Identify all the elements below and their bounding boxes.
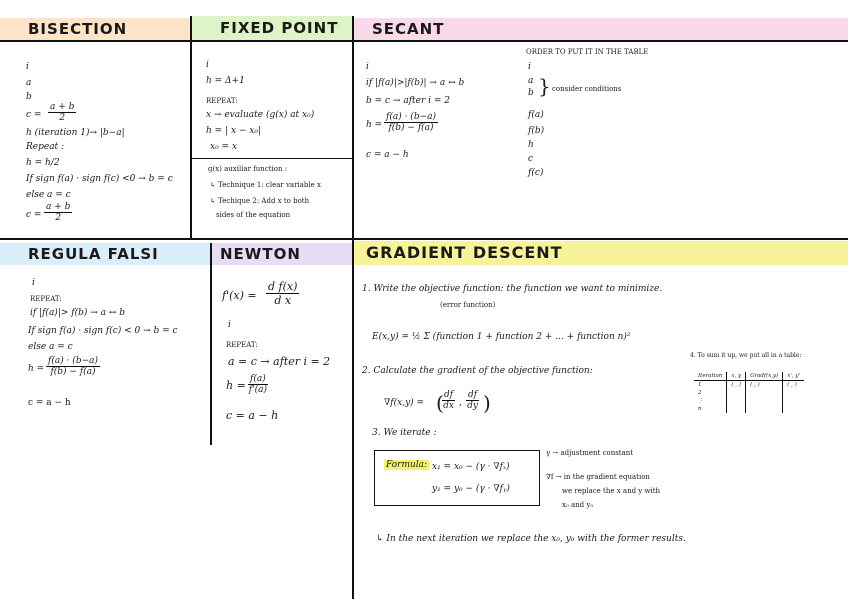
bisection-line: c = [26,210,42,220]
table-cell [746,389,783,397]
gd-formula-label [384,460,429,471]
bisection-line: i [26,62,29,72]
newton-line: a = c → after i = 2 [228,355,331,368]
newton-line: i [228,320,231,330]
regula-falsi-line: c = a − h [28,398,71,408]
bisection-line: h = h/2 [26,158,60,168]
table-cell [783,389,804,397]
table-row [694,397,804,405]
fixed-point-line: sides of the equation [216,211,291,219]
divider-fixed-secant [352,16,354,599]
secant-order-item: c [528,154,534,164]
secant-order-brace: } [538,74,551,98]
newton-deriv-lhs: f'(x) = [222,289,257,302]
fixed-point-line: ↳ Technique 1: clear variable x [210,181,321,189]
regula-falsi-line: else a = c [28,342,73,352]
secant-line: i [366,62,369,72]
regula-falsi-h-fraction: $\frac{f(a) \cdot (b-a)}{f(b) - f(a)}$ [48,356,98,377]
gd-gradient-lhs: ∇f(x,y) = [384,398,425,408]
gd-step1-note: (error function) [440,301,496,309]
fixed-point-line: i [206,60,209,70]
newton-h-fraction: $\frac{f(a)}{f'(a)}$ [248,374,267,395]
table-cell: ( , ) [746,381,783,390]
bisection-line: h (iteration 1)→ |b−a| [26,128,125,138]
secant-line: c = a − h [366,150,409,160]
table-cell [746,405,783,413]
fixed-point-line: x₀ = x [210,142,238,152]
secant-order-title: ORDER TO PUT IT IN THE TABLE [526,48,649,56]
table-cell [783,405,804,413]
table-cell: 1 [694,381,727,390]
gd-summary-table [694,372,804,413]
gd-grad-note: we replace the x and y with [562,487,661,495]
secant-order-brace-note: consider conditions [552,85,622,93]
table-cell: ( , ) [727,381,746,390]
bisection-line: If sign f(a) · sign f(c) <0 → b = c [26,174,173,184]
gd-step3: 3. We iterate : [372,428,437,438]
gd-formula-box [374,450,540,506]
gd-gradient-paren-close: ) [483,391,491,415]
secant-order-i: i [528,62,531,72]
secant-line: h = [366,120,383,130]
gd-gradient-df-dy: $\frac{df}{dy}$ [467,390,478,411]
table-header-cell: Iteration [694,372,727,381]
table-cell: ( , ) [787,382,797,388]
gd-step1: 1. Write the objective function: the function we want to minimize. [362,284,663,294]
table-header-cell: Gradf(x,y) [746,372,783,381]
table-cell [727,405,746,413]
gradient-descent-header: GRADIENT DESCENT [354,241,848,265]
gd-error-function: E(x,y) = ½ Σ (function 1 + function 2 + ... + function n)² [372,332,631,342]
regula-falsi-line: if |f(a)|> f(b) → a ↔ b [30,308,126,318]
table-cell [783,397,804,405]
newton-line: REPEAT: [226,341,258,349]
fixed-point-line: REPEAT: [206,97,238,105]
secant-order-item: f(b) [528,126,545,136]
table-row [694,405,804,413]
gd-gradient-paren: ( [436,391,444,415]
regula-falsi-line: i [32,278,35,288]
divider-bisection-fixed [190,16,192,238]
table-cell: n [694,405,727,413]
fixed-point-header: FIXED POINT [192,16,352,40]
table-cell: 2 [694,389,727,397]
table-row [694,389,804,397]
secant-order-item: f(c) [528,168,544,178]
table-header-cell: x, y [727,372,746,381]
regula-falsi-line: If sign f(a) · sign f(c) < 0 → b = c [28,326,178,336]
secant-header: SECANT [354,18,848,40]
secant-h-fraction: $\frac{f(a) \cdot (b-a)}{f(b) - f(a)}$ [386,112,436,133]
bisection-line: b [26,92,32,102]
bisection-c2-fraction: $\frac{a + b}{2}$ [46,202,71,223]
table-cell [746,397,783,405]
bisection-line: Repeat : [26,142,65,152]
gd-step2: 2. Calculate the gradient of the objective function: [362,366,593,376]
bisection-header: BISECTION [0,18,190,40]
bisection-line: c = [26,110,42,120]
fixed-point-line: h = Δ+1 [206,76,245,86]
fixed-point-line: h = | x − x₀| [206,126,262,136]
secant-order-item: f(a) [528,110,544,120]
middle-rule [0,238,848,240]
bisection-c-fraction: $\frac{a + b}{2}$ [50,102,75,123]
bisection-line: else a = c [26,190,71,200]
regula-falsi-line: h = [28,364,45,374]
table-row [694,372,804,381]
bisection-line: a [26,78,32,88]
newton-line: h = [226,379,246,392]
table-cell: ⋮ [694,397,727,405]
table-row [694,381,804,390]
gd-grad-note: ∇f → in the gradient equation [546,473,650,481]
gd-gamma-note: γ → adjustment constant [546,449,634,457]
gd-gradient-df-dx: $\frac{df}{dx}$ [443,390,454,411]
newton-header: NEWTON [212,243,352,265]
newton-line: c = a − h [226,409,279,422]
gd-gradient-comma: , [459,398,462,408]
table-header-cell: x', y' [783,372,804,381]
top-rule [0,40,848,42]
fixed-point-line: ↳ Techique 2: Add x to both [210,197,310,205]
gd-formula-x: x₁ = x₀ − (γ · ∇fₓ) [432,462,510,472]
gd-next-iteration: ↳ In the next iteration we replace the x₀, y₀ with the former results. [376,534,686,544]
gd-formula-y: y₁ = y₀ − (γ · ∇fᵧ) [432,484,510,494]
table-cell [727,397,746,405]
gd-grad-note: x₀ and y₀ [562,501,594,509]
fixed-point-line: g(x) auxiliar function : [208,165,288,173]
newton-deriv-fraction: $\frac{\text{d f(x)}}{\text{d x}}$ [268,280,298,307]
gd-formula-highlight: Formula: [386,460,428,470]
secant-order-item: h [528,140,534,150]
secant-order-a: a [528,76,534,86]
fixed-point-subrule [192,158,352,159]
divider-regula-newton [210,243,212,445]
secant-line: b = c → after i = 2 [366,96,450,106]
secant-order-b: b [528,88,534,98]
table-cell [727,389,746,397]
fixed-point-line: x → evaluate (g(x) at x₀) [206,110,315,120]
gd-table-note: 4. To sum it up, we put all in a table: [690,352,802,359]
regula-falsi-line: REPEAT: [30,295,62,303]
secant-line: if |f(a)|>|f(b)| → a ↔ b [366,78,465,88]
regula-falsi-header: REGULA FALSI [0,243,210,265]
